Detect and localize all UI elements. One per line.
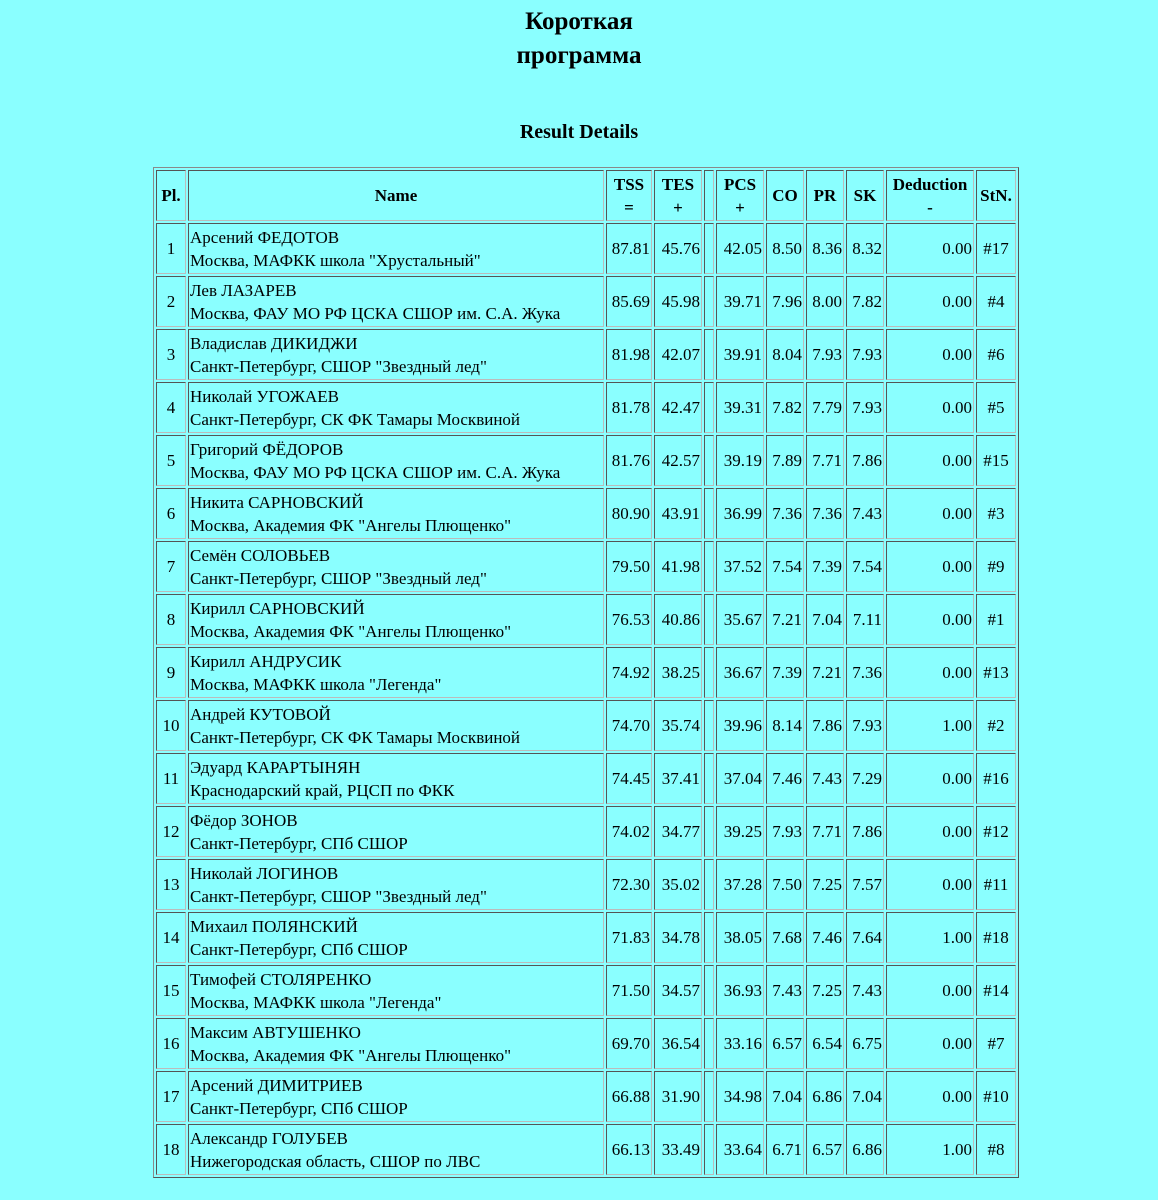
skater-name: Семён СОЛОВЬЕВ	[190, 545, 331, 565]
table-row	[156, 647, 1016, 698]
start-number-cell: #10	[976, 1071, 1016, 1122]
name-cell	[188, 488, 604, 539]
skater-club: Москва, Академия ФК "Ангелы Плющенко"	[190, 1045, 512, 1065]
deduction-cell: 0.00	[886, 276, 974, 327]
gap-cell	[704, 700, 714, 751]
col-header-deduction-op: -	[927, 197, 933, 217]
results-body	[156, 223, 1016, 1175]
pr-cell: 7.71	[806, 806, 844, 857]
co-cell: 7.96	[766, 276, 804, 327]
skater-club: Краснодарский край, РЦСП по ФКК	[190, 780, 455, 800]
gap-cell	[704, 329, 714, 380]
place-cell: 6	[156, 488, 186, 539]
pr-cell: 6.86	[806, 1071, 844, 1122]
col-header-co: CO	[766, 170, 804, 221]
tes-cell: 45.98	[654, 276, 702, 327]
col-header-tes	[654, 170, 702, 221]
pcs-cell: 36.67	[716, 647, 764, 698]
pcs-cell: 42.05	[716, 223, 764, 274]
co-cell: 7.04	[766, 1071, 804, 1122]
gap-cell	[704, 912, 714, 963]
col-header-tss-op: =	[624, 197, 634, 217]
name-cell	[188, 541, 604, 592]
deduction-cell: 0.00	[886, 223, 974, 274]
skater-name: Кирилл АНДРУСИК	[190, 651, 342, 671]
tes-cell: 38.25	[654, 647, 702, 698]
name-cell	[188, 859, 604, 910]
tes-cell: 41.98	[654, 541, 702, 592]
skater-club: Москва, МАФКК школа "Легенда"	[190, 674, 442, 694]
pcs-cell: 39.71	[716, 276, 764, 327]
start-number-cell: #9	[976, 541, 1016, 592]
skater-club: Москва, Академия ФК "Ангелы Плющенко"	[190, 515, 512, 535]
co-cell: 7.68	[766, 912, 804, 963]
name-cell	[188, 276, 604, 327]
table-row	[156, 541, 1016, 592]
page-title	[0, 0, 1158, 73]
tss-cell: 81.76	[606, 435, 652, 486]
name-cell	[188, 1124, 604, 1175]
pr-cell: 7.04	[806, 594, 844, 645]
place-cell: 14	[156, 912, 186, 963]
col-header-pcs	[716, 170, 764, 221]
sk-cell: 7.43	[846, 965, 884, 1016]
pcs-cell: 39.25	[716, 806, 764, 857]
skater-name: Николай УГОЖАЕВ	[190, 386, 339, 406]
pr-cell: 6.54	[806, 1018, 844, 1069]
table-row	[156, 276, 1016, 327]
gap-cell	[704, 806, 714, 857]
co-cell: 7.39	[766, 647, 804, 698]
gap-cell	[704, 1071, 714, 1122]
table-row	[156, 1124, 1016, 1175]
co-cell: 7.93	[766, 806, 804, 857]
sk-cell: 7.93	[846, 329, 884, 380]
start-number-cell: #4	[976, 276, 1016, 327]
skater-name: Тимофей СТОЛЯРЕНКО	[190, 969, 372, 989]
pr-cell: 7.21	[806, 647, 844, 698]
name-cell	[188, 223, 604, 274]
deduction-cell: 0.00	[886, 859, 974, 910]
gap-cell	[704, 859, 714, 910]
sk-cell: 7.54	[846, 541, 884, 592]
col-header-tss-label: TSS	[613, 174, 645, 194]
pr-cell: 7.46	[806, 912, 844, 963]
tes-cell: 42.07	[654, 329, 702, 380]
tes-cell: 35.02	[654, 859, 702, 910]
place-cell: 4	[156, 382, 186, 433]
sk-cell: 7.64	[846, 912, 884, 963]
start-number-cell: #14	[976, 965, 1016, 1016]
gap-cell	[704, 223, 714, 274]
pr-cell: 7.25	[806, 859, 844, 910]
pr-cell: 7.39	[806, 541, 844, 592]
name-cell	[188, 594, 604, 645]
start-number-cell: #12	[976, 806, 1016, 857]
skater-name: Никита САРНОВСКИЙ	[190, 492, 364, 512]
gap-cell	[704, 594, 714, 645]
deduction-cell: 0.00	[886, 541, 974, 592]
sk-cell: 8.32	[846, 223, 884, 274]
table-row	[156, 806, 1016, 857]
start-number-cell: #2	[976, 700, 1016, 751]
pcs-cell: 39.91	[716, 329, 764, 380]
deduction-cell: 1.00	[886, 912, 974, 963]
sk-cell: 7.82	[846, 276, 884, 327]
table-row	[156, 700, 1016, 751]
co-cell: 7.46	[766, 753, 804, 804]
name-cell	[188, 753, 604, 804]
place-cell: 3	[156, 329, 186, 380]
tes-cell: 34.78	[654, 912, 702, 963]
tss-cell: 66.13	[606, 1124, 652, 1175]
header-row	[156, 170, 1016, 221]
sk-cell: 7.86	[846, 806, 884, 857]
place-cell: 8	[156, 594, 186, 645]
deduction-cell: 0.00	[886, 488, 974, 539]
skater-club: Москва, МАФКК школа "Хрустальный"	[190, 250, 481, 270]
pcs-cell: 35.67	[716, 594, 764, 645]
col-header-tes-op: +	[673, 197, 683, 217]
pr-cell: 6.57	[806, 1124, 844, 1175]
place-cell: 9	[156, 647, 186, 698]
tss-cell: 74.45	[606, 753, 652, 804]
skater-name: Александр ГОЛУБЕВ	[190, 1128, 348, 1148]
co-cell: 6.57	[766, 1018, 804, 1069]
table-row	[156, 1018, 1016, 1069]
tss-cell: 85.69	[606, 276, 652, 327]
skater-club: Санкт-Петербург, СК ФК Тамары Москвиной	[190, 727, 521, 747]
deduction-cell: 0.00	[886, 806, 974, 857]
sk-cell: 6.86	[846, 1124, 884, 1175]
sk-cell: 7.11	[846, 594, 884, 645]
skater-name: Арсений ДИМИТРИЕВ	[190, 1075, 363, 1095]
col-header-place: Pl.	[156, 170, 186, 221]
start-number-cell: #6	[976, 329, 1016, 380]
tss-cell: 76.53	[606, 594, 652, 645]
place-cell: 7	[156, 541, 186, 592]
gap-cell	[704, 435, 714, 486]
pr-cell: 8.00	[806, 276, 844, 327]
pr-cell: 7.71	[806, 435, 844, 486]
co-cell: 7.89	[766, 435, 804, 486]
table-row	[156, 382, 1016, 433]
results-table	[153, 167, 1019, 1178]
tss-cell: 87.81	[606, 223, 652, 274]
col-header-gap	[704, 170, 714, 221]
name-cell	[188, 912, 604, 963]
deduction-cell: 1.00	[886, 700, 974, 751]
tes-cell: 36.54	[654, 1018, 702, 1069]
gap-cell	[704, 647, 714, 698]
gap-cell	[704, 1124, 714, 1175]
sk-cell: 6.75	[846, 1018, 884, 1069]
skater-name: Арсений ФЕДОТОВ	[190, 227, 340, 247]
col-header-sk: SK	[846, 170, 884, 221]
tes-cell: 43.91	[654, 488, 702, 539]
co-cell: 8.14	[766, 700, 804, 751]
tss-cell: 74.02	[606, 806, 652, 857]
page-title-line2: программа	[516, 42, 642, 69]
sk-cell: 7.04	[846, 1071, 884, 1122]
place-cell: 17	[156, 1071, 186, 1122]
tes-cell: 42.47	[654, 382, 702, 433]
tss-cell: 66.88	[606, 1071, 652, 1122]
place-cell: 5	[156, 435, 186, 486]
tss-cell: 72.30	[606, 859, 652, 910]
skater-club: Санкт-Петербург, СПб СШОР	[190, 1098, 408, 1118]
col-header-pcs-label: PCS	[723, 174, 757, 194]
pcs-cell: 37.52	[716, 541, 764, 592]
pcs-cell: 38.05	[716, 912, 764, 963]
skater-name: Михаил ПОЛЯНСКИЙ	[190, 916, 358, 936]
pr-cell: 7.79	[806, 382, 844, 433]
place-cell: 11	[156, 753, 186, 804]
skater-name: Владислав ДИКИДЖИ	[190, 333, 358, 353]
skater-club: Нижегородская область, СШОР по ЛВС	[190, 1151, 481, 1171]
col-header-pcs-op: +	[735, 197, 745, 217]
gap-cell	[704, 541, 714, 592]
deduction-cell: 0.00	[886, 435, 974, 486]
tss-cell: 71.83	[606, 912, 652, 963]
table-row	[156, 329, 1016, 380]
skater-club: Санкт-Петербург, СШОР "Звездный лед"	[190, 886, 487, 906]
place-cell: 13	[156, 859, 186, 910]
deduction-cell: 0.00	[886, 1018, 974, 1069]
start-number-cell: #3	[976, 488, 1016, 539]
table-row	[156, 753, 1016, 804]
col-header-pr: PR	[806, 170, 844, 221]
skater-club: Москва, МАФКК школа "Легенда"	[190, 992, 442, 1012]
place-cell: 10	[156, 700, 186, 751]
pr-cell: 7.25	[806, 965, 844, 1016]
skater-name: Николай ЛОГИНОВ	[190, 863, 339, 883]
deduction-cell: 0.00	[886, 1071, 974, 1122]
gap-cell	[704, 382, 714, 433]
sk-cell: 7.93	[846, 700, 884, 751]
table-row	[156, 859, 1016, 910]
gap-cell	[704, 488, 714, 539]
table-row	[156, 965, 1016, 1016]
pr-cell: 7.43	[806, 753, 844, 804]
tes-cell: 33.49	[654, 1124, 702, 1175]
gap-cell	[704, 1018, 714, 1069]
skater-name: Фёдор ЗОНОВ	[190, 810, 298, 830]
start-number-cell: #15	[976, 435, 1016, 486]
name-cell	[188, 1018, 604, 1069]
pcs-cell: 36.93	[716, 965, 764, 1016]
sk-cell: 7.86	[846, 435, 884, 486]
co-cell: 7.82	[766, 382, 804, 433]
tss-cell: 71.50	[606, 965, 652, 1016]
tss-cell: 74.92	[606, 647, 652, 698]
skater-name: Максим АВТУШЕНКО	[190, 1022, 361, 1042]
skater-club: Москва, ФАУ МО РФ ЦСКА СШОР им. С.А. Жука	[190, 303, 561, 323]
tes-cell: 35.74	[654, 700, 702, 751]
tes-cell: 37.41	[654, 753, 702, 804]
col-header-tss	[606, 170, 652, 221]
skater-club: Санкт-Петербург, СШОР "Звездный лед"	[190, 356, 487, 376]
name-cell	[188, 965, 604, 1016]
gap-cell	[704, 965, 714, 1016]
tes-cell: 31.90	[654, 1071, 702, 1122]
page-title-line1: Короткая	[525, 8, 633, 35]
skater-name: Андрей КУТОВОЙ	[190, 704, 331, 724]
table-row	[156, 223, 1016, 274]
col-header-name: Name	[188, 170, 604, 221]
start-number-cell: #1	[976, 594, 1016, 645]
skater-club: Санкт-Петербург, СК ФК Тамары Москвиной	[190, 409, 521, 429]
name-cell	[188, 435, 604, 486]
skater-name: Лев ЛАЗАРЕВ	[190, 280, 297, 300]
section-subtitle: Result Details	[519, 121, 639, 143]
tss-cell: 80.90	[606, 488, 652, 539]
start-number-cell: #18	[976, 912, 1016, 963]
co-cell: 8.04	[766, 329, 804, 380]
deduction-cell: 0.00	[886, 647, 974, 698]
pcs-cell: 33.16	[716, 1018, 764, 1069]
pcs-cell: 33.64	[716, 1124, 764, 1175]
table-row	[156, 912, 1016, 963]
name-cell	[188, 329, 604, 380]
skater-club: Санкт-Петербург, СПб СШОР	[190, 939, 408, 959]
tss-cell: 81.78	[606, 382, 652, 433]
tss-cell: 79.50	[606, 541, 652, 592]
pr-cell: 7.93	[806, 329, 844, 380]
sk-cell: 7.36	[846, 647, 884, 698]
table-row	[156, 594, 1016, 645]
sk-cell: 7.93	[846, 382, 884, 433]
pcs-cell: 36.99	[716, 488, 764, 539]
co-cell: 6.71	[766, 1124, 804, 1175]
table-row	[156, 488, 1016, 539]
skater-club: Санкт-Петербург, СШОР "Звездный лед"	[190, 568, 487, 588]
tss-cell: 74.70	[606, 700, 652, 751]
place-cell: 12	[156, 806, 186, 857]
pcs-cell: 37.28	[716, 859, 764, 910]
tes-cell: 34.77	[654, 806, 702, 857]
table-row	[156, 435, 1016, 486]
name-cell	[188, 1071, 604, 1122]
gap-cell	[704, 753, 714, 804]
tes-cell: 45.76	[654, 223, 702, 274]
pcs-cell: 34.98	[716, 1071, 764, 1122]
co-cell: 7.21	[766, 594, 804, 645]
tes-cell: 34.57	[654, 965, 702, 1016]
co-cell: 7.36	[766, 488, 804, 539]
sk-cell: 7.57	[846, 859, 884, 910]
pcs-cell: 37.04	[716, 753, 764, 804]
co-cell: 7.50	[766, 859, 804, 910]
start-number-cell: #16	[976, 753, 1016, 804]
skater-name: Кирилл САРНОВСКИЙ	[190, 598, 365, 618]
co-cell: 7.54	[766, 541, 804, 592]
deduction-cell: 0.00	[886, 965, 974, 1016]
table-row	[156, 1071, 1016, 1122]
co-cell: 7.43	[766, 965, 804, 1016]
pr-cell: 8.36	[806, 223, 844, 274]
start-number-cell: #11	[976, 859, 1016, 910]
pcs-cell: 39.96	[716, 700, 764, 751]
start-number-cell: #13	[976, 647, 1016, 698]
place-cell: 1	[156, 223, 186, 274]
sk-cell: 7.43	[846, 488, 884, 539]
col-header-tes-label: TES	[661, 174, 695, 194]
name-cell	[188, 382, 604, 433]
deduction-cell: 0.00	[886, 594, 974, 645]
place-cell: 2	[156, 276, 186, 327]
deduction-cell: 0.00	[886, 329, 974, 380]
tes-cell: 40.86	[654, 594, 702, 645]
pcs-cell: 39.31	[716, 382, 764, 433]
deduction-cell: 0.00	[886, 753, 974, 804]
start-number-cell: #17	[976, 223, 1016, 274]
start-number-cell: #5	[976, 382, 1016, 433]
col-header-deduction-label: Deduction	[892, 174, 968, 194]
skater-club: Москва, ФАУ МО РФ ЦСКА СШОР им. С.А. Жука	[190, 462, 561, 482]
name-cell	[188, 647, 604, 698]
pcs-cell: 39.19	[716, 435, 764, 486]
name-cell	[188, 806, 604, 857]
place-cell: 16	[156, 1018, 186, 1069]
deduction-cell: 1.00	[886, 1124, 974, 1175]
skater-club: Москва, Академия ФК "Ангелы Плющенко"	[190, 621, 512, 641]
pr-cell: 7.86	[806, 700, 844, 751]
sk-cell: 7.29	[846, 753, 884, 804]
skater-name: Эдуард КАРАРТЫНЯН	[190, 757, 361, 777]
start-number-cell: #8	[976, 1124, 1016, 1175]
skater-club: Санкт-Петербург, СПб СШОР	[190, 833, 408, 853]
start-number-cell: #7	[976, 1018, 1016, 1069]
tss-cell: 69.70	[606, 1018, 652, 1069]
col-header-start-number: StN.	[976, 170, 1016, 221]
place-cell: 15	[156, 965, 186, 1016]
skater-name: Григорий ФЁДОРОВ	[190, 439, 344, 459]
col-header-deduction	[886, 170, 974, 221]
gap-cell	[704, 276, 714, 327]
tss-cell: 81.98	[606, 329, 652, 380]
tes-cell: 42.57	[654, 435, 702, 486]
pr-cell: 7.36	[806, 488, 844, 539]
name-cell	[188, 700, 604, 751]
place-cell: 18	[156, 1124, 186, 1175]
deduction-cell: 0.00	[886, 382, 974, 433]
co-cell: 8.50	[766, 223, 804, 274]
